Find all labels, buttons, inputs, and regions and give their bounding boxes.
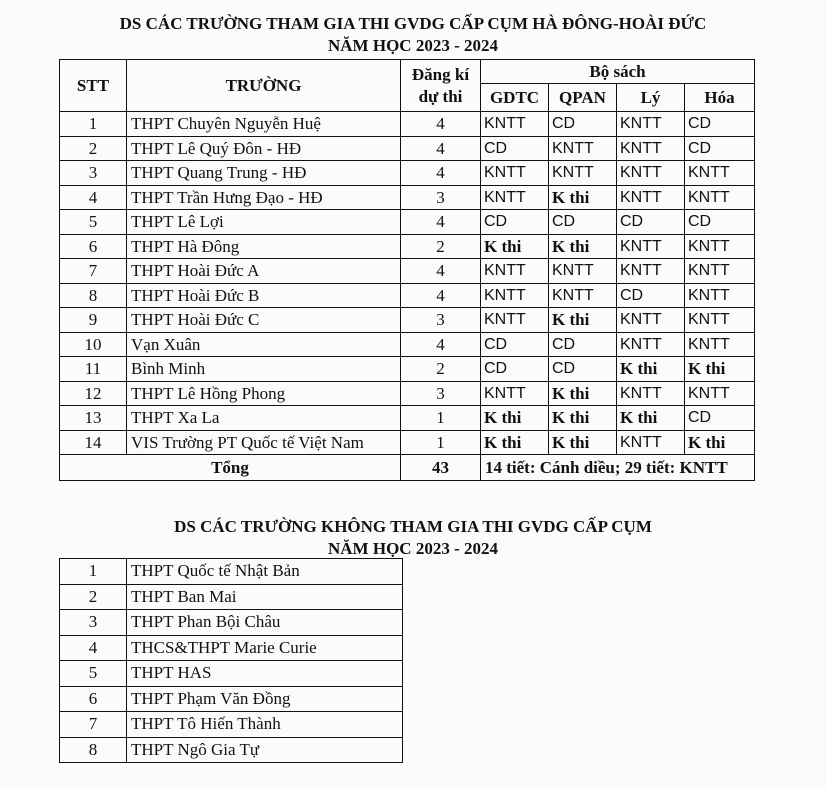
cell-qpan: K thi [549,430,617,455]
cell-gdtc: KNTT [481,308,549,333]
cell-dang-ki: 1 [401,430,481,455]
header-bo-sach: Bộ sách [481,60,755,84]
cell-gdtc: K thi [481,406,549,431]
cell-stt: 12 [60,381,127,406]
cell-qpan: KNTT [549,161,617,186]
cell-gdtc: KNTT [481,185,549,210]
cell-truong: THPT Quang Trung - HĐ [127,161,401,186]
cell-hoa: KNTT [685,185,755,210]
cell-stt: 11 [60,357,127,382]
cell-ly: KNTT [617,308,685,333]
cell-dang-ki: 4 [401,161,481,186]
cell-dang-ki: 4 [401,259,481,284]
table-row [60,332,755,357]
cell-gdtc: KNTT [481,381,549,406]
cell-dang-ki: 2 [401,357,481,382]
cell-dang-ki: 2 [401,234,481,259]
cell-stt: 4 [60,185,127,210]
cell-dang-ki: 3 [401,381,481,406]
table-row [60,430,755,455]
cell-hoa: CD [685,136,755,161]
cell-truong: THCS&THPT Marie Curie [127,635,403,661]
cell-qpan: CD [549,332,617,357]
non-participating-schools-table [59,558,403,763]
cell-truong: THPT Lê Quý Đôn - HĐ [127,136,401,161]
table-row [60,661,403,687]
total-label: Tổng [60,455,401,481]
cell-hoa: KNTT [685,332,755,357]
cell-truong: THPT Hoài Đức C [127,308,401,333]
cell-gdtc: KNTT [481,161,549,186]
total-note: 14 tiết: Cánh diều; 29 tiết: KNTT [481,455,755,481]
cell-gdtc: CD [481,357,549,382]
cell-stt: 2 [60,136,127,161]
cell-gdtc: KNTT [481,259,549,284]
non-participating-title: DS CÁC TRƯỜNG KHÔNG THAM GIA THI GVDG CẤP CỤM [174,517,652,536]
header-hoa: Hóa [685,84,755,112]
cell-qpan: K thi [549,406,617,431]
table-row [60,283,755,308]
cell-hoa: CD [685,112,755,137]
cell-ly: K thi [617,406,685,431]
header-dang-ki [401,60,481,112]
cell-qpan: CD [549,357,617,382]
table-row [60,559,403,585]
cell-stt: 3 [60,161,127,186]
cell-qpan: K thi [549,234,617,259]
cell-hoa: KNTT [685,259,755,284]
cell-truong: THPT Trần Hưng Đạo - HĐ [127,185,401,210]
cell-hoa: KNTT [685,381,755,406]
cell-truong: THPT Lê Lợi [127,210,401,235]
cell-ly: KNTT [617,332,685,357]
cell-truong: THPT Hà Đông [127,234,401,259]
cell-dang-ki: 4 [401,210,481,235]
participating-title: DS CÁC TRƯỜNG THAM GIA THI GVDG CẤP CỤM HÀ ĐÔNG-HOÀI ĐỨC [119,14,707,33]
cell-dang-ki: 3 [401,308,481,333]
cell-qpan: CD [549,112,617,137]
cell-stt: 14 [60,430,127,455]
header-truong: TRƯỜNG [127,60,401,112]
cell-hoa: KNTT [685,234,755,259]
cell-stt: 9 [60,308,127,333]
cell-qpan: K thi [549,381,617,406]
cell-dang-ki: 1 [401,406,481,431]
cell-ly: KNTT [617,136,685,161]
cell-dang-ki: 3 [401,185,481,210]
total-value: 43 [401,455,481,481]
cell-qpan: K thi [549,308,617,333]
table-row [60,686,403,712]
cell-hoa: CD [685,406,755,431]
cell-stt: 10 [60,332,127,357]
cell-stt: 3 [60,610,127,636]
cell-dang-ki: 4 [401,283,481,308]
participating-year: NĂM HỌC 2023 - 2024 [328,36,498,55]
cell-truong: THPT Phan Bội Châu [127,610,403,636]
cell-dang-ki: 4 [401,332,481,357]
cell-ly: KNTT [617,430,685,455]
cell-stt: 4 [60,635,127,661]
cell-stt: 8 [60,283,127,308]
table-row [60,610,403,636]
cell-qpan: KNTT [549,259,617,284]
participating-schools-table [59,59,755,481]
cell-truong: THPT Xa La [127,406,401,431]
cell-qpan: K thi [549,185,617,210]
cell-gdtc: KNTT [481,283,549,308]
table-row [60,357,755,382]
cell-gdtc: CD [481,136,549,161]
table-row [60,712,403,738]
cell-truong: THPT Hoài Đức B [127,283,401,308]
header-qpan: QPAN [549,84,617,112]
cell-hoa: KNTT [685,308,755,333]
cell-truong: Bình Minh [127,357,401,382]
table-row [60,234,755,259]
cell-dang-ki: 4 [401,136,481,161]
table-row [60,635,403,661]
cell-gdtc: CD [481,210,549,235]
cell-gdtc: K thi [481,234,549,259]
cell-gdtc: K thi [481,430,549,455]
cell-stt: 8 [60,737,127,763]
cell-ly: KNTT [617,112,685,137]
table-row [60,161,755,186]
cell-ly: KNTT [617,185,685,210]
cell-hoa: KNTT [685,161,755,186]
table-row [60,259,755,284]
cell-ly: KNTT [617,381,685,406]
non-participating-year: NĂM HỌC 2023 - 2024 [328,539,498,558]
header-stt: STT [60,60,127,112]
table-row [60,406,755,431]
cell-stt: 5 [60,210,127,235]
cell-gdtc: CD [481,332,549,357]
cell-truong: THPT Lê Hồng Phong [127,381,401,406]
cell-gdtc: KNTT [481,112,549,137]
cell-hoa: K thi [685,357,755,382]
cell-stt: 6 [60,686,127,712]
cell-qpan: KNTT [549,283,617,308]
cell-truong: THPT HAS [127,661,403,687]
cell-stt: 2 [60,584,127,610]
header-dang-ki-line2: dự thi [418,86,463,106]
cell-qpan: CD [549,210,617,235]
cell-qpan: KNTT [549,136,617,161]
header-ly: Lý [617,84,685,112]
cell-truong: THPT Ngô Gia Tự [127,737,403,763]
cell-truong: THPT Hoài Đức A [127,259,401,284]
table-row [60,737,403,763]
cell-truong: VIS Trường PT Quốc tế Việt Nam [127,430,401,455]
cell-ly: K thi [617,357,685,382]
cell-ly: KNTT [617,259,685,284]
header-dang-ki-line1: Đăng kí [411,64,470,84]
table-row [60,210,755,235]
table-row [60,584,403,610]
cell-truong: THPT Tô Hiến Thành [127,712,403,738]
cell-hoa: KNTT [685,283,755,308]
table-row [60,136,755,161]
cell-truong: THPT Ban Mai [127,584,403,610]
cell-ly: KNTT [617,234,685,259]
table-row [60,381,755,406]
cell-truong: THPT Quốc tế Nhật Bản [127,559,403,585]
cell-stt: 5 [60,661,127,687]
cell-truong: THPT Phạm Văn Đồng [127,686,403,712]
table-row [60,185,755,210]
cell-ly: CD [617,283,685,308]
cell-stt: 6 [60,234,127,259]
cell-stt: 7 [60,259,127,284]
cell-truong: Vạn Xuân [127,332,401,357]
cell-dang-ki: 4 [401,112,481,137]
cell-hoa: K thi [685,430,755,455]
cell-hoa: CD [685,210,755,235]
table-row [60,308,755,333]
cell-truong: THPT Chuyên Nguyễn Huệ [127,112,401,137]
cell-stt: 1 [60,112,127,137]
header-gdtc: GDTC [481,84,549,112]
table-row [60,112,755,137]
cell-ly: CD [617,210,685,235]
cell-stt: 1 [60,559,127,585]
cell-stt: 7 [60,712,127,738]
cell-ly: KNTT [617,161,685,186]
cell-stt: 13 [60,406,127,431]
